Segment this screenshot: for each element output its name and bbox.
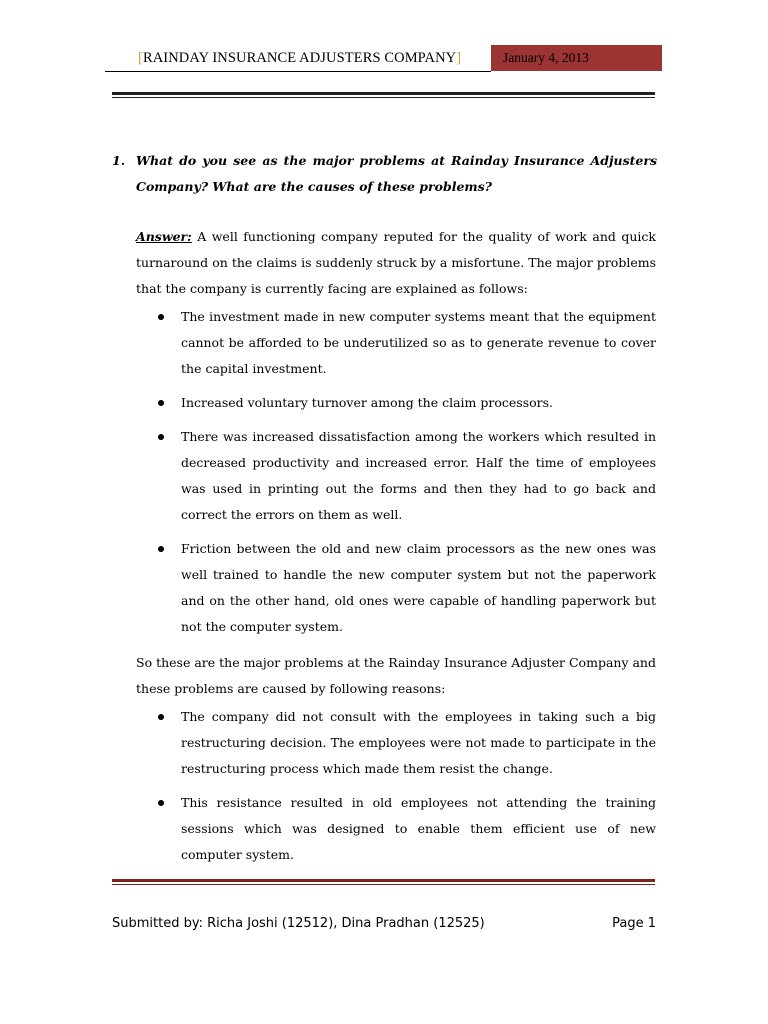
- list-item-text: The company did not consult with the employees in taking such a big restructuring decision. The employees were not made to participate in the restructuring process which made them resist the change.: [181, 709, 656, 776]
- question: [112, 148, 657, 200]
- header-bracket-close: ]: [456, 50, 462, 66]
- footer-rule-thin: [112, 884, 655, 885]
- question-number: 1.: [112, 153, 126, 168]
- footer-page-number: Page 1: [612, 916, 656, 931]
- list-item: [136, 424, 656, 528]
- answer-intro: A well functioning company reputed for the quality of work and quick turnaround on the claims is suddenly struck by a misfortune. The major problems that the company is currently facing are explained as follows:: [136, 229, 656, 296]
- header-company: [138, 50, 461, 67]
- header-date: January 4, 2013: [491, 45, 662, 71]
- question-text: What do you see as the major problems at Rainday Insurance Adjusters Company? What are the causes of these problems?: [136, 153, 657, 194]
- list-item: [136, 390, 656, 416]
- answer-label: Answer:: [136, 229, 192, 244]
- bullet-icon: [158, 800, 164, 806]
- bullet-icon: [158, 434, 164, 440]
- bullet-icon: [158, 714, 164, 720]
- list-item-text: This resistance resulted in old employees not attending the training sessions which was designed to enable them efficient use of new computer system.: [181, 795, 656, 862]
- causes-list: [136, 704, 656, 876]
- list-item: [136, 790, 656, 868]
- header-rule: [112, 92, 655, 95]
- bullet-icon: [158, 314, 164, 320]
- list-item: [136, 536, 656, 640]
- header-rule-thin: [112, 97, 655, 98]
- header-bracket-open: [: [138, 50, 143, 66]
- list-item: [136, 304, 656, 382]
- answer-intro-paragraph: [136, 224, 656, 302]
- bullet-icon: [158, 400, 164, 406]
- header-company-name: RAINDAY INSURANCE ADJUSTERS COMPANY: [142, 50, 457, 66]
- bullet-icon: [158, 546, 164, 552]
- header-underline: [105, 71, 491, 72]
- footer-submitted-by: Submitted by: Richa Joshi (12512), Dina Pradhan (12525): [112, 916, 485, 931]
- footer-rule: [112, 879, 655, 882]
- list-item: [136, 704, 656, 782]
- list-item-text: There was increased dissatisfaction among the workers which resulted in decreased productivity and increased error. Half the time of employees was used in printing out the forms and then they had to go back and correct the errors on them as well.: [181, 429, 656, 522]
- list-item-text: Increased voluntary turnover among the claim processors.: [181, 395, 554, 410]
- list-item-text: The investment made in new computer systems meant that the equipment cannot be afforded to be underutilized so as to generate revenue to cover the capital investment.: [181, 309, 656, 376]
- summary-paragraph: So these are the major problems at the Rainday Insurance Adjuster Company and these problems are caused by following reasons:: [136, 655, 656, 696]
- problems-list: [136, 304, 656, 648]
- list-item-text: Friction between the old and new claim processors as the new ones was well trained to handle the new computer system but not the paperwork and on the other hand, old ones were capable of handling paperwork but not the computer system.: [181, 541, 656, 634]
